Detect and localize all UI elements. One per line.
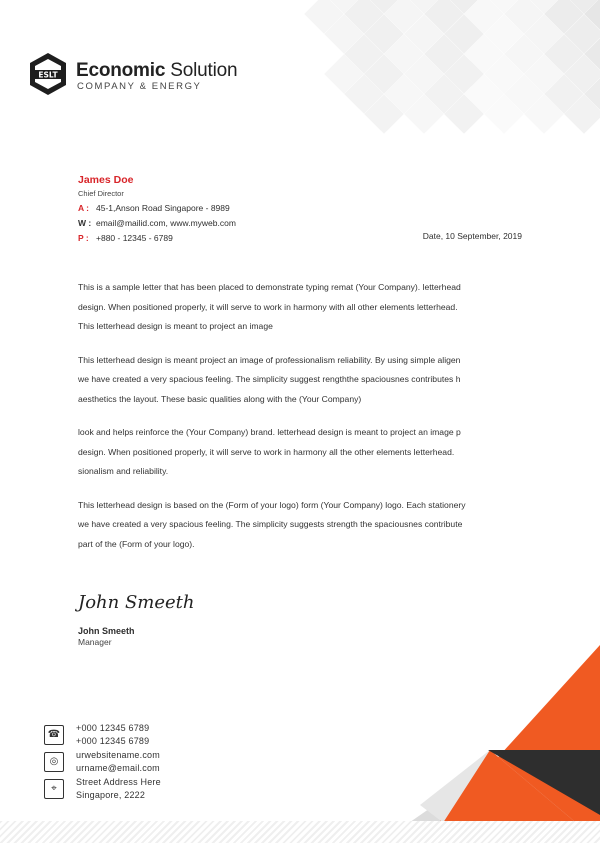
sender-block [78,174,236,243]
phone-key: P : [78,233,89,243]
company-name-bold: Economic [76,60,166,81]
sender-phone: +880 - 12345 - 6789 [96,233,173,243]
corner-dark-triangle [488,750,600,815]
footer-phone-lines [76,722,276,748]
sender-address-row [78,203,236,213]
sender-title: Chief Director [78,189,124,198]
body-line: This letterhead design is meant project an image of professionalism reliability. By using simple aligen [78,354,461,365]
signatory-role: Manager [78,637,112,647]
paragraph-4 [78,496,524,555]
body-line: This is a sample letter that has been placed to demonstrate typing remat (Your Company). letterhead [78,282,461,292]
phone-icon: ☎ [44,725,64,745]
sender-web-row [78,218,236,228]
letter-body [78,278,524,568]
web-key: W : [78,218,92,228]
footer-website[interactable]: urwebsitename.com [76,750,160,760]
footer-web-lines [76,749,276,775]
body-line: look and helps reinforce the (Your Company) brand. letterhead design is meant to project an image p [78,427,461,437]
company-name [76,60,237,82]
signatory-name: John Smeeth [78,626,135,636]
footer-phone-1: +000 12345 6789 [76,723,150,733]
logo-mark-icon [28,52,68,96]
sender-name: James Doe [78,174,134,186]
logo-mark-text: ESLT [38,70,58,80]
handwritten-signature: John Smeeth [78,592,195,613]
company-name-regular: Solution [165,60,238,81]
body-line: sionalism and reliability. [78,466,169,476]
body-line: we have created a very spacious feeling. The simplicity suggests strength the spaciousnes contribute [78,519,463,529]
body-line: design. When positioned properly, it will serve to work in harmony with all other elements letterhead. [78,301,458,312]
body-line: part of the (Form of your logo). [78,538,195,549]
letter-date: Date, 10 September, 2019 [422,231,522,241]
body-line: we have created a very spacious feeling. The simplicity suggest rengththe spaciousnes contributes h [78,374,461,384]
paragraph-3 [78,423,524,482]
sender-web: email@mailid.com, www.myweb.com [96,218,236,228]
paragraph-1 [78,278,524,337]
body-line: This letterhead design is based on the (Form of your logo) form (Your Company) logo. Each stationery [78,499,466,510]
location-icon: ⌖ [44,779,64,799]
footer-street: Street Address Here [76,777,161,787]
company-logo [28,52,268,102]
globe-icon: ◎ [44,752,64,772]
corner-orange-large [420,645,600,843]
footer-city: Singapore, 2222 [76,790,146,800]
body-line: aesthetics the layout. These basic qualities along with the (Your Company) [78,393,362,404]
sender-phone-row [78,233,236,243]
address-key: A : [78,203,90,213]
bottom-stripe [0,821,600,843]
header-diamond-pattern [270,0,600,190]
footer-email[interactable]: urname@email.com [76,763,160,773]
footer-phone-2: +000 12345 6789 [76,736,150,746]
company-tagline: COMPANY & ENERGY [77,81,202,92]
body-line: This letterhead design is meant to project an image [78,321,273,331]
footer-address-lines [76,776,276,802]
sender-address: 45-1,Anson Road Singapore - 8989 [96,203,230,213]
paragraph-2 [78,351,524,410]
body-line: design. When positioned properly, it will serve to work in harmony all the other elements letterhead. [78,446,455,457]
